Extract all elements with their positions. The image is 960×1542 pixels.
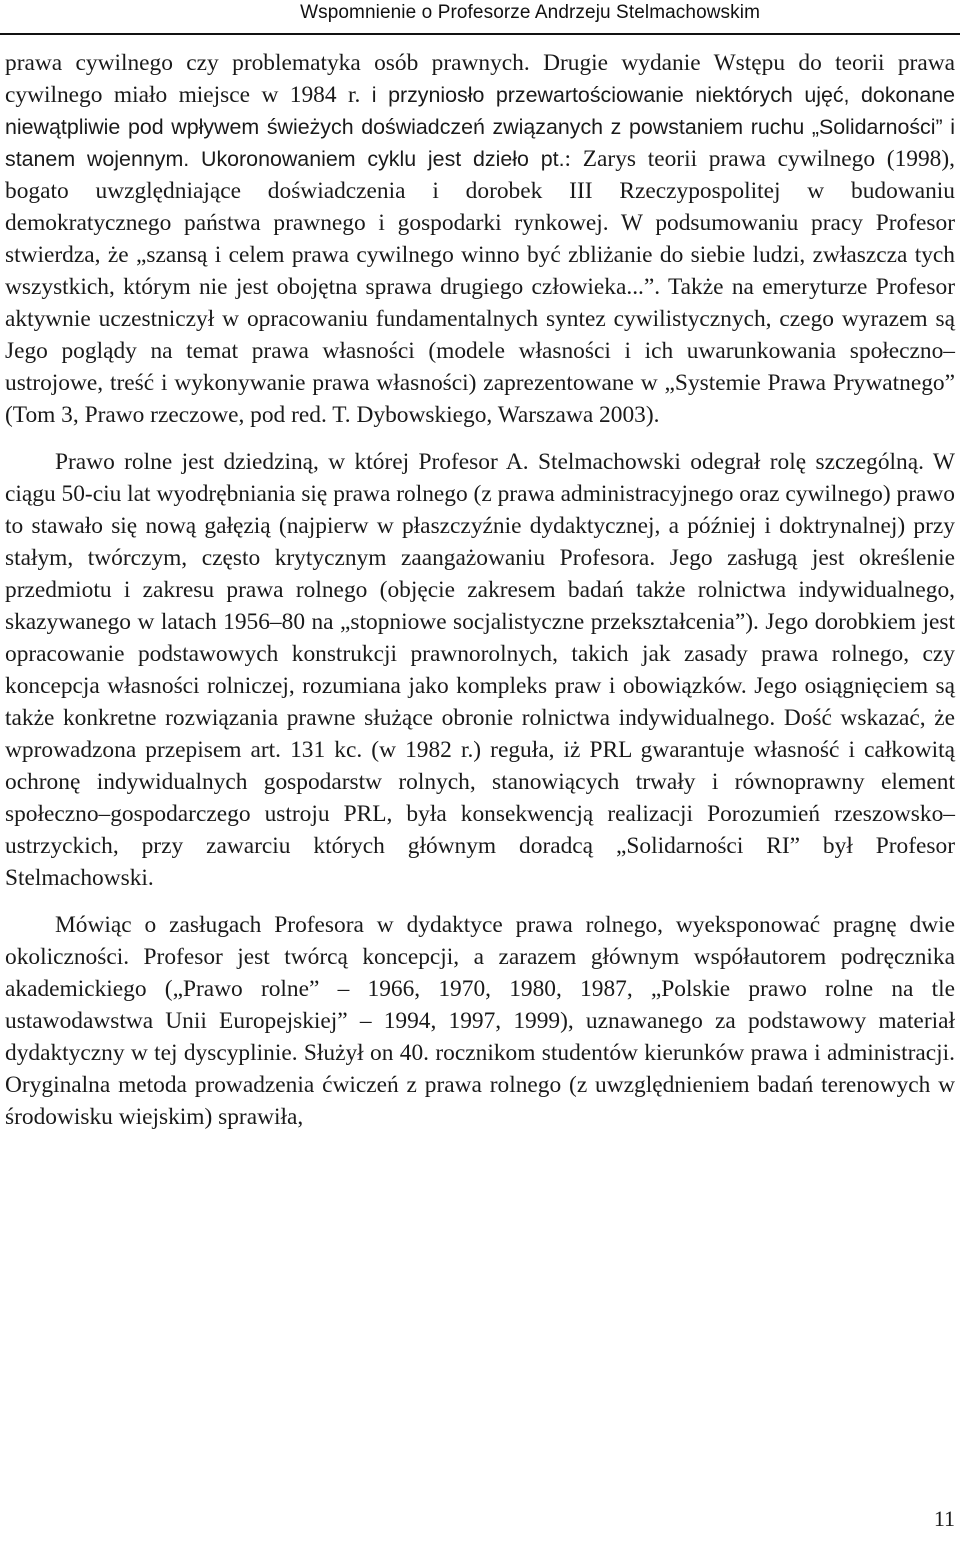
paragraph-1-segment-3: : Zarys teorii prawa cywilnego (1998), bogato uwzględniające doświadczenia i dorobek III Rzeczypospolitej w budowaniu demokratycznego państwa prawnego i gospodarki rynkowej. W podsumowaniu pracy Profesor stwierdza, że „szansą i celem prawa cywilnego winno być zbliżanie do siebie ludzi, zwłaszcza tych wszystkich, którym nie jest obojętna sprawa drugiego człowieka...”. Także na emeryturze Profesor aktywnie uczestniczył w opracowaniu fundamentalnych syntez cywilistycznych, czego wyrazem są Jego poglądy na temat prawa własności (modele własności i ich uwarunkowania społeczno–ustrojowe, treść i wykonywanie prawa własności) zaprezentowane w „Systemie Prawa Prywatnego” (Tom 3, Prawo rzeczowe, pod red. T. Dybowskiego, Warszawa 2003). <box>5 146 955 428</box>
paragraph-continuation <box>5 47 955 431</box>
page-number: 11 <box>933 1506 955 1531</box>
paragraph-agricultural-law: Prawo rolne jest dziedziną, w której Profesor A. Stelmachowski odegrał rolę szczególną. W ciągu 50-ciu lat wyodrębniania się prawa rolnego (z prawa administracyjnego oraz cywilnego) prawo to stawało się nową gałęzią (najpierw w płaszczyźnie dydaktycznej, a później i doktrynalnej) przy stałym, twórczym, często krytycznym zaangażowaniu Profesora. Jego zasługą jest określenie przedmiotu i zakresu prawa rolnego (objęcie zakresem badań także rolnictwa indywidualnego, skazywanego w latach 1956–80 na „stopniowe socjalistyczne przekształcenia”). Jego dorobkiem jest opracowanie podstawowych konstrukcji prawnorolnych, takich jak zasady prawa rolnego, czy koncepcja własności rolniczej, rozumiana jako kompleks praw i obowiązków. Jego osiągnięciem są także konkretne rozwiązania prawne służące obronie rolnictwa indywidualnego. Dość wskazać, że wprowadzona przepisem art. 131 kc. (w 1982 r.) reguła, iż PRL gwarantuje własność i całkowitą ochronę indywidualnych gospodarstw rolnych, stanowiących trwały i równoprawny element społeczno–gospodarczego ustroju PRL, była konsekwencją realizacji Porozumień rzeszowsko–ustrzyckich, przy zawarciu których głównym doradcą „Solidarności RI” był Profesor Stelmachowski. <box>5 449 955 891</box>
body-text <box>5 47 955 1133</box>
paragraph-1-segment-1: prawa cywilnego czy problematyka osób prawnych. Drugie wydanie Wstępu do teorii prawa cywilnego miało miejsce w 1984 r. <box>5 50 955 108</box>
paragraph-1-segment-2: i przyniosło przewartościowanie niektórych ujęć, dokonane niewątpliwie pod wpływem świeżych doświadczeń związanych z powstaniem ruchu „Solidarności” i stanem wojennym. Ukoronowaniem cyklu jest dzieło pt. <box>5 83 956 171</box>
header-divider <box>0 33 960 35</box>
paragraph-didactics: Mówiąc o zasługach Profesora w dydaktyce prawa rolnego, wyeksponować pragnę dwie okoliczności. Profesor jest twórcą koncepcji, a zarazem głównym współautorem podręcznika akademickiego („Prawo rolne” – 1966, 1970, 1980, 1987, „Polskie prawo rolne na tle ustawodawstwa Unii Europejskiej” – 1994, 1997, 1999), uznawanego za podstawowy materiał dydaktyczny w tej dyscyplinie. Służył on 40. rocznikom studentów kierunków prawa i administracji. Oryginalna metoda prowadzenia ćwiczeń z prawa rolnego (z uwzględnieniem badań terenowych w środowisku wiejskim) sprawiła, <box>5 912 955 1130</box>
running-header-title: Wspomnienie o Profesorze Andrzeju Stelmachowskim <box>300 2 760 23</box>
